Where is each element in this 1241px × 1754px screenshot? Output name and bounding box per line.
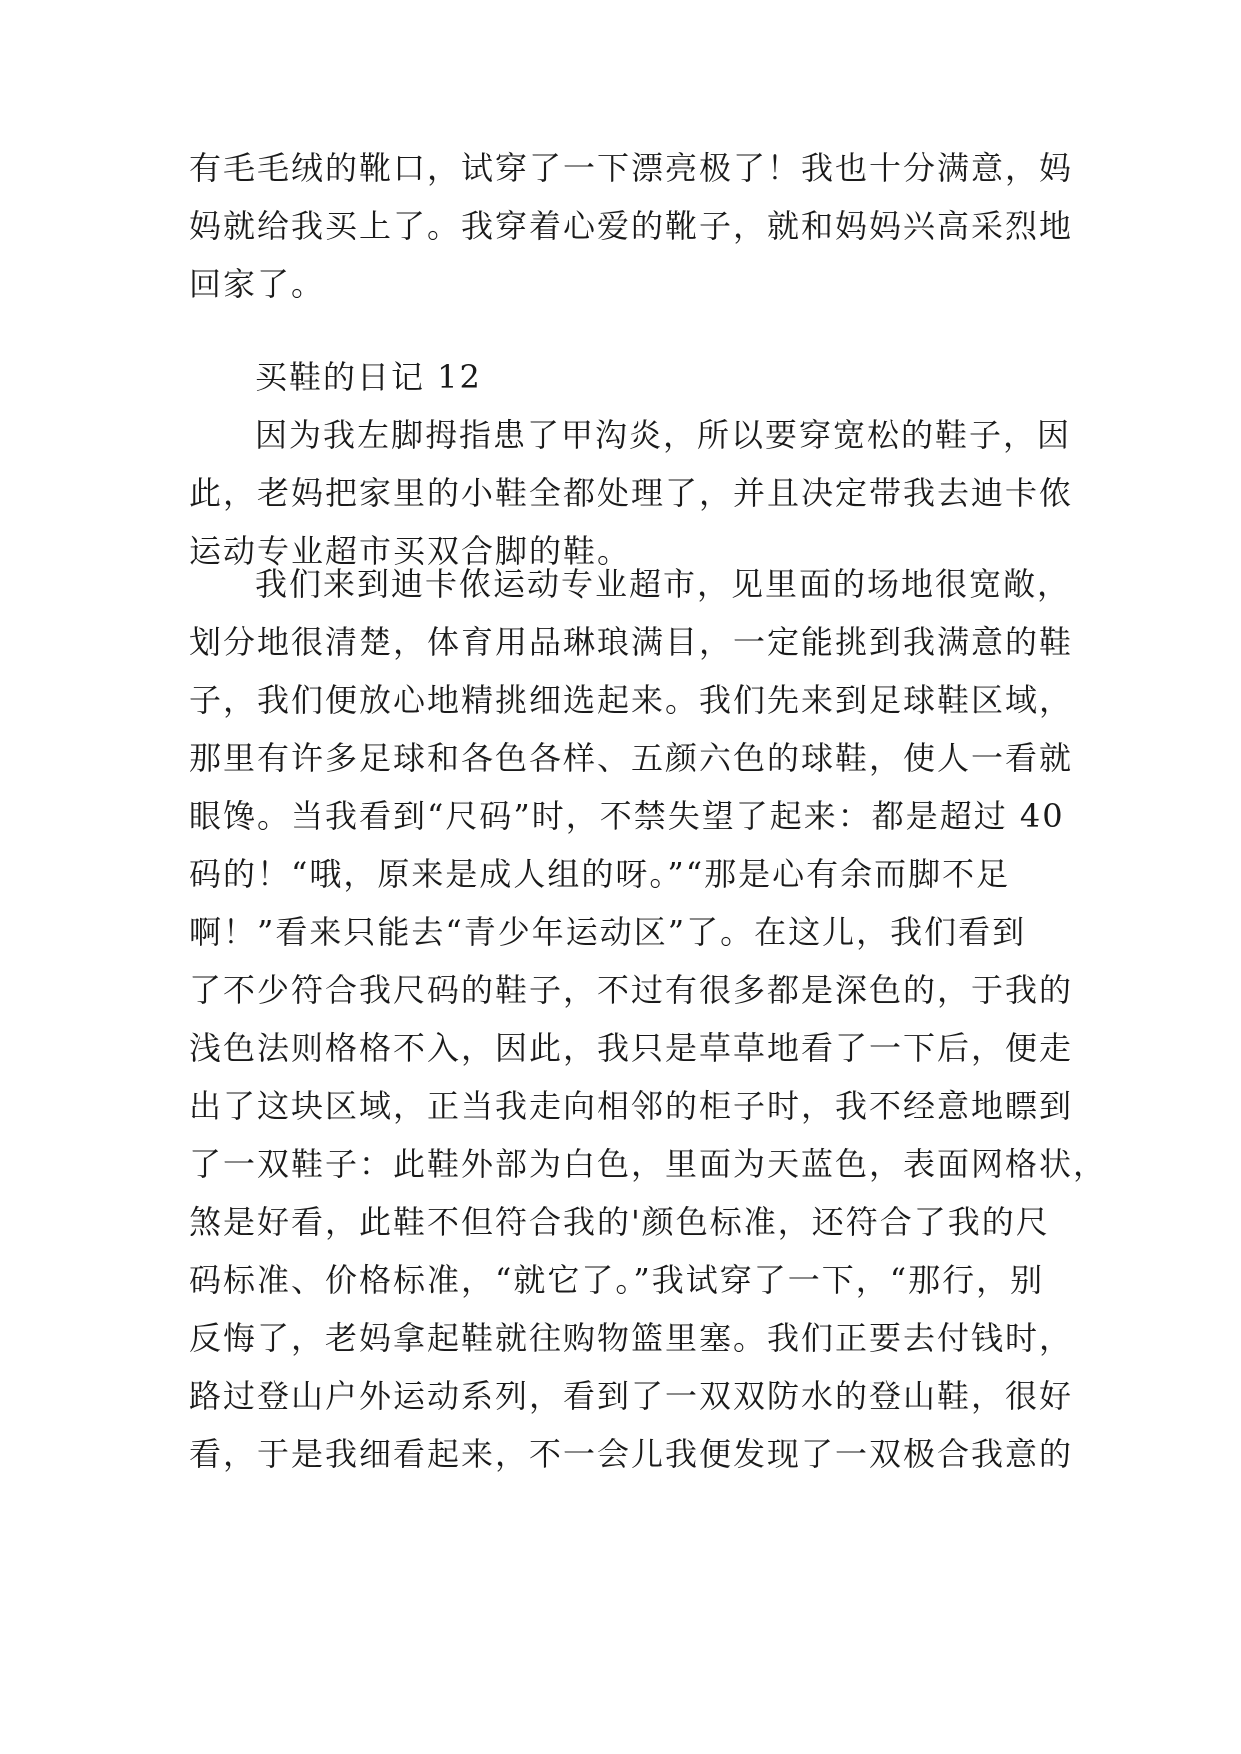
text-line: 我们来到迪卡侬运动专业超市，见里面的场地很宽敞， (255, 565, 1072, 603)
intro-paragraph (189, 139, 1074, 313)
text-line: 码标准、价格标准，“就它了。”我试穿了一下，“那行，别 (189, 1261, 1045, 1299)
text-line: 路过登山户外运动系列，看到了一双双防水的登山鞋，很好 (189, 1377, 1074, 1415)
paragraph-1 (189, 406, 1074, 580)
text-line: 子，我们便放心地精挑细选起来。我们先来到足球鞋区域， (189, 681, 1074, 719)
text-line: 运动专业超市买双合脚的鞋。 (189, 532, 632, 570)
text-line: 浅色法则格格不入，因此，我只是草草地看了一下后，便走 (189, 1029, 1074, 1067)
text-line: 啊！”看来只能去“青少年运动区”了。在这儿，我们看到 (189, 913, 1027, 951)
text-line: 码的！“哦，原来是成人组的呀。”“那是心有余而脚不足 (189, 855, 1011, 893)
section-title-block (189, 348, 1051, 406)
text-line: 因为我左脚拇指患了甲沟炎，所以要穿宽松的鞋子，因 (255, 416, 1072, 454)
text-line: 有毛毛绒的靴口，试穿了一下漂亮极了！我也十分满意，妈 (189, 149, 1074, 187)
text-line: 眼馋。当我看到“尺码”时，不禁失望了起来：都是超过 40 (189, 797, 1065, 835)
text-line: 看，于是我细看起来，不一会儿我便发现了一双极合我意的 (189, 1435, 1074, 1473)
text-line: 那里有许多足球和各色各样、五颜六色的球鞋，使人一看就 (189, 739, 1074, 777)
text-line: 了不少符合我尺码的鞋子，不过有很多都是深色的，于我的 (189, 971, 1074, 1009)
text-line: 回家了。 (189, 265, 326, 303)
text-line: 此，老妈把家里的小鞋全都处理了，并且决定带我去迪卡侬 (189, 474, 1074, 512)
text-line: 划分地很清楚，体育用品琳琅满目，一定能挑到我满意的鞋 (189, 623, 1074, 661)
text-line: 反悔了，老妈拿起鞋就往购物篮里塞。我们正要去付钱时， (189, 1319, 1074, 1357)
text-line: 煞是好看，此鞋不但符合我的'颜色标准，还符合了我的尺 (189, 1203, 1050, 1241)
text-line: 妈就给我买上了。我穿着心爱的靴子，就和妈妈兴高采烈地 (189, 207, 1074, 245)
text-line: 了一双鞋子：此鞋外部为白色，里面为天蓝色，表面网格状， (189, 1145, 1108, 1183)
text-line: 出了这块区域，正当我走向相邻的柜子时，我不经意地瞟到 (189, 1087, 1074, 1125)
section-title: 买鞋的日记 12 (255, 358, 482, 396)
paragraph-2 (189, 555, 1108, 1483)
